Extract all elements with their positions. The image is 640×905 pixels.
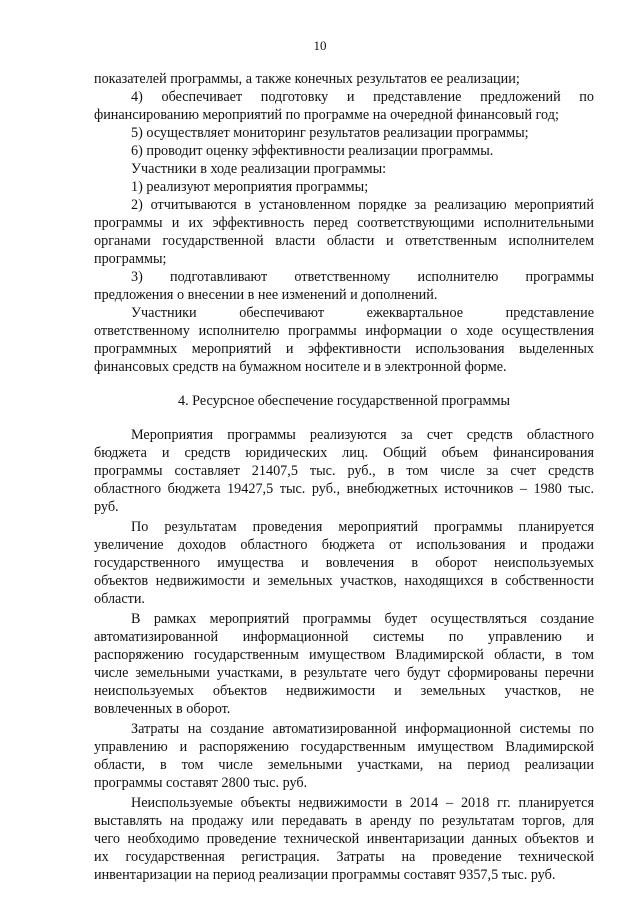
text-line: финансированию мероприятий по программе на очередной финансовый год; (94, 107, 559, 123)
text-line: объектов недвижимости и земельных участков, находящихся в собственности (94, 573, 594, 589)
text-line: Участники в ходе реализации программы: (131, 161, 387, 177)
text-line: областного бюджета 19427,5 тыс. руб., внебюджетных источников – 1980 тыс. (94, 481, 594, 497)
text-line: инвентаризации на период реализации программы составят 9357,5 тыс. руб. (94, 867, 556, 883)
text-line: увеличение доходов областного бюджета от использования и продажи (94, 537, 594, 553)
text-line: их государственная регистрация. Затраты на проведение технической (94, 849, 594, 865)
page-number: 10 (313, 38, 327, 53)
text-line: неиспользуемых объектов недвижимости и земельных участков, не (94, 683, 594, 699)
text-line: 6) проводит оценку эффективности реализации программы. (131, 143, 494, 159)
text-line: финансовых средств на бумажном носителе и в электронной форме. (94, 359, 507, 375)
text-line: области, в том числе земельными участками, на период реализации (94, 757, 594, 773)
text-line: государственного имущества и вовлечения в оборот неиспользуемых (94, 555, 594, 571)
text-line: программных мероприятий и эффективности использования выделенных (94, 341, 594, 357)
text-line: программы составляет 21407,5 тыс. руб., в том числе за счет средств (94, 463, 594, 479)
text-line: области. (94, 591, 145, 607)
text-line: программы составят 2800 тыс. руб. (94, 775, 308, 791)
text-line: показателей программы, а также конечных результатов ее реализации; (94, 71, 520, 87)
text-line: числе земельными участками, в результате чего будут сформированы перечни (94, 665, 594, 681)
text-line: 5) осуществляет мониторинг результатов реализации программы; (131, 125, 529, 141)
text-line: ответственному исполнителю программы информации о ходе осуществления (94, 323, 594, 339)
text-line: Затраты на создание автоматизированной информационной системы по (131, 721, 594, 737)
text-line: 4) обеспечивает подготовку и представление предложений по (131, 89, 594, 105)
text-line: распоряжению государственным имуществом Владимирской области, в том (94, 647, 594, 663)
text-line: 3) подготавливают ответственному исполнителю программы (131, 269, 594, 285)
text-line: бюджета и средств юридических лиц. Общий объем финансирования (94, 445, 594, 461)
text-line: В рамках мероприятий программы будет осуществляться создание (131, 611, 594, 627)
section-heading: 4. Ресурсное обеспечение государственной программы (177, 393, 511, 409)
text-line: вовлеченных в оборот. (94, 701, 231, 717)
text-line: чего необходимо проведение технической инвентаризации данных объектов и (94, 831, 594, 847)
text-line: автоматизированной информационной системы по управлению и (94, 629, 594, 645)
text-line: 1) реализуют мероприятия программы; (131, 179, 369, 195)
text-line: 2) отчитываются в установленном порядке за реализацию мероприятий (131, 197, 594, 213)
text-line: Участники обеспечивают ежеквартальное представление (131, 305, 594, 321)
text-line: руб. (94, 499, 119, 515)
text-line: выставлять на продажу или передавать в аренду по результатам торгов, для (94, 813, 594, 829)
text-line: программы; (94, 251, 167, 267)
text-line: По результатам проведения мероприятий программы планируется (131, 519, 594, 535)
text-line: управлению и распоряжению государственным имуществом Владимирской (94, 739, 594, 755)
text-line: предложения о внесении в нее изменений и дополнений. (94, 287, 438, 303)
text-line: органами государственной власти области и ответственным исполнителем (94, 233, 594, 249)
text-line: Мероприятия программы реализуются за счет средств областного (131, 427, 594, 443)
text-line: программы и их эффективность перед соответствующими исполнительными (94, 215, 594, 231)
text-line: Неиспользуемые объекты недвижимости в 2014 – 2018 гг. планируется (131, 795, 594, 811)
